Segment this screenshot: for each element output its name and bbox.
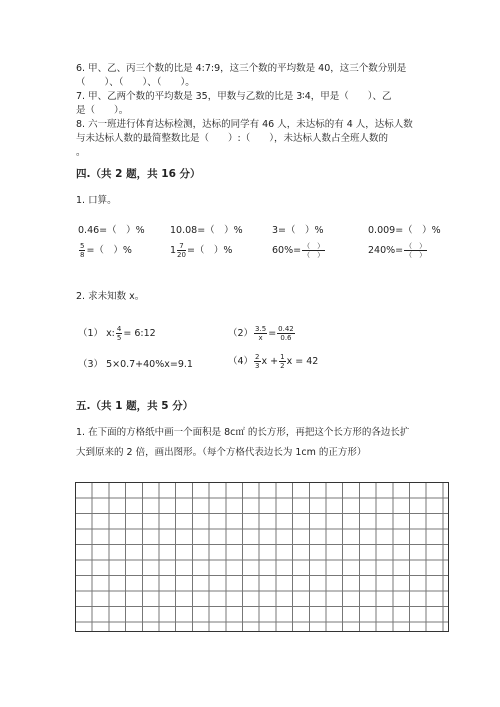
fraction: $\frac{7}{20}$ [177,242,186,259]
fraction: $\frac{5}{8}$ [80,242,85,259]
s4-q2-title: 2. 求未知数 x。 [76,291,145,302]
fraction: $\frac{2}{3}$ [255,353,260,370]
equation-2: （2） $\frac{3.5}{x}$ = $\frac{0.42}{0.6}$ [228,325,294,342]
equation-3: （3） 5×0.7+40%x=9.1 [78,359,193,370]
fraction: $\frac{4}{5}$ [116,325,122,342]
calc-item: 1 $\frac{7}{20}$ =（ ）% [170,242,233,259]
calc-item: 0.009=（ ）% [368,225,441,236]
calc-item: 3=（ ）% [272,225,324,236]
calc-item: 0.46=（ ）% [78,225,145,236]
equation-1: （1） x: $\frac{4}{5}$ = 6:12 [78,325,156,342]
q6-line1: 6. 甲、乙、丙三个数的比是 4:7:9，这三个数的平均数是 40，这三个数分别是 [76,63,407,74]
s5-q1-line1: 1. 在下面的方格纸中画一个面积是 8c㎡ 的长方形，再把这个长方形的各边长扩 [76,427,410,438]
q6-line2: （ ）、（ ）、（ ）。 [76,77,195,88]
s5-q1-line2: 大到原来的 2 倍，画出图形。（每个方格代表边长为 1cm 的正方形） [76,447,367,458]
q7-line2: 是（ ）。 [76,105,129,116]
fraction: $\frac{( )}{( )}$ [405,242,427,259]
fraction: $\frac{( )}{( )}$ [303,242,325,259]
calc-item: 60%= $\frac{( )}{( )}$ [272,242,325,259]
calc-item: $\frac{5}{8}$ =（ ）% [80,242,132,259]
q8-line2: 与未达标人数的最简整数比是（ ）:（ ），未达标人数占全班人数的 [76,133,388,144]
q7-line1: 7. 甲、乙两个数的平均数是 35，甲数与乙数的比是 3∶4，甲是（ ）、乙 [76,91,392,102]
calc-item: 240%= $\frac{( )}{( )}$ [368,242,427,259]
q8-line1: 8. 六一班进行体育达标检测，达标的同学有 46 人，未达标的有 4 人，达标人数 [76,119,413,130]
calc-item: 10.08=（ ）% [170,225,243,236]
section5-title: 五.（共 1 题，共 5 分） [76,400,194,412]
equation-4: （4） $\frac{2}{3}$ x + $\frac{1}{2}$ x = 42 [228,353,319,370]
fraction: $\frac{3.5}{x}$ [255,325,267,342]
section4-title: 四.（共 2 题，共 16 分） [76,168,201,180]
fraction: $\frac{1}{2}$ [280,353,285,370]
s4-q1-title: 1. 口算。 [76,195,117,206]
q8-line3: 。 [76,147,86,158]
fraction: $\frac{0.42}{0.6}$ [278,325,294,342]
graph-paper-grid[interactable] [75,482,449,632]
